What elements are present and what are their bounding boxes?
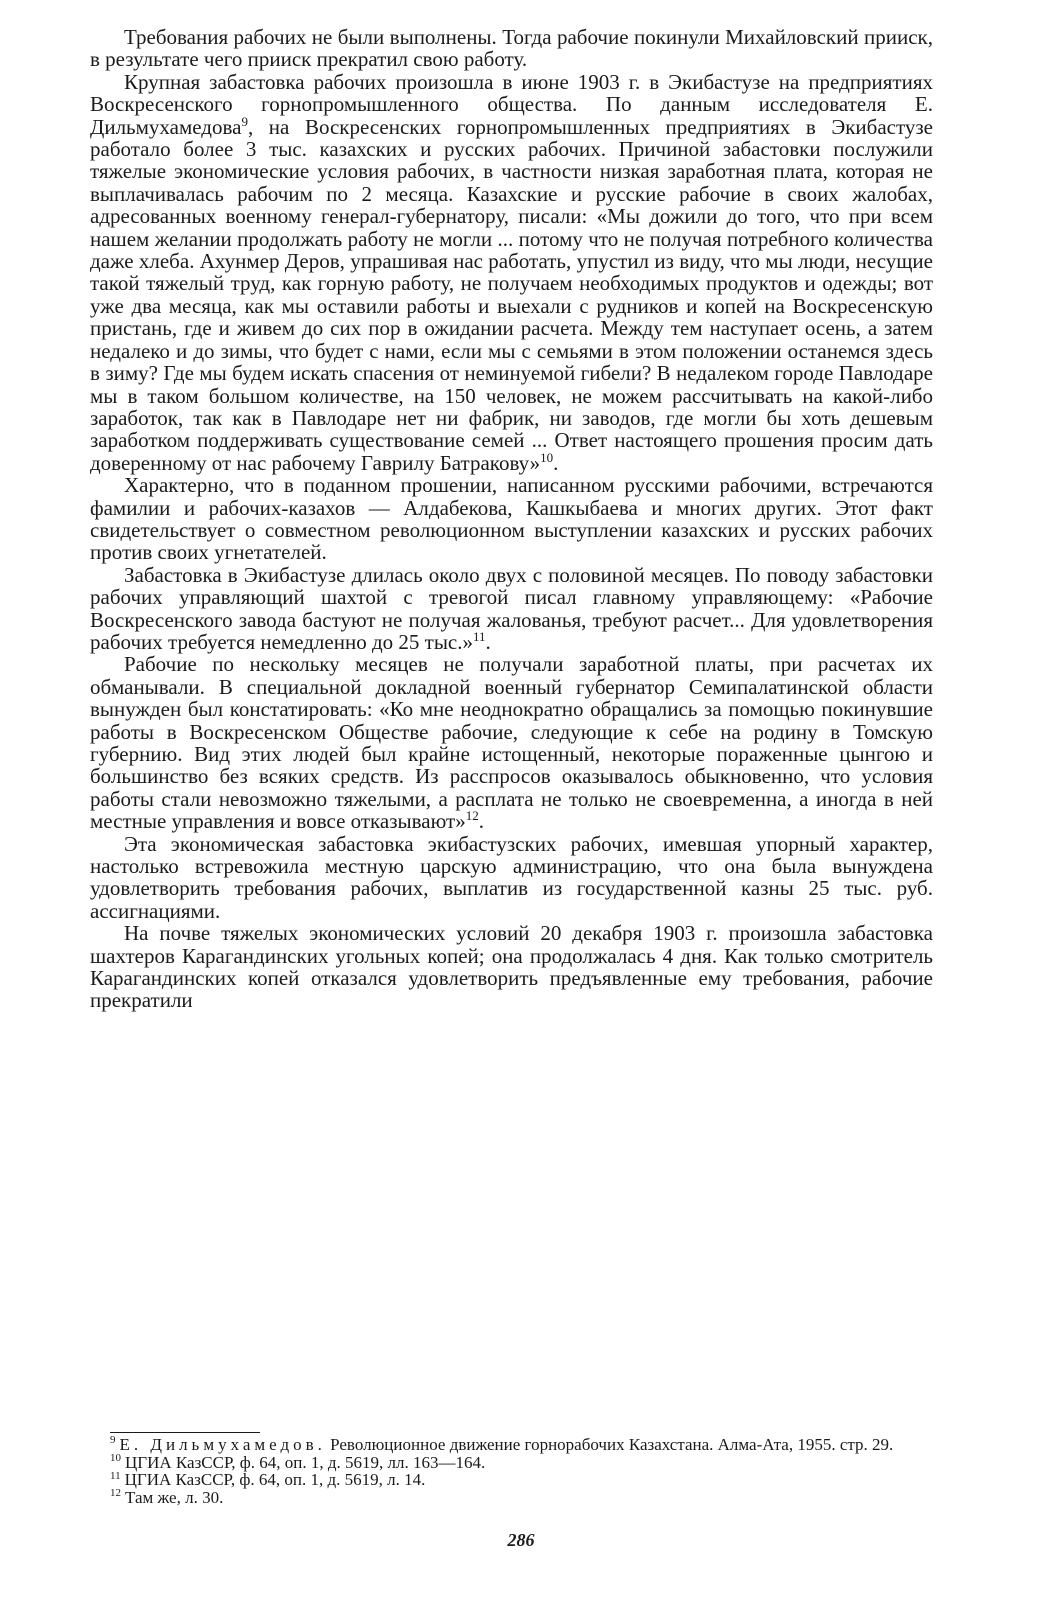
paragraph-text: . bbox=[478, 809, 484, 834]
footnote-text: Там же, л. 30. bbox=[125, 1487, 224, 1507]
paragraph-text: . bbox=[485, 629, 491, 654]
paragraph bbox=[90, 653, 933, 832]
paragraph bbox=[90, 833, 933, 923]
footnote bbox=[110, 1436, 933, 1454]
page-number: 286 bbox=[507, 1530, 535, 1550]
paragraph bbox=[90, 564, 933, 654]
footnote-ref: 11 bbox=[473, 628, 486, 644]
footnote-number: 11 bbox=[110, 1469, 121, 1482]
footnote-divider bbox=[110, 1432, 260, 1433]
footnote-text: Революционное движение горнорабочих Казахстана. Алма-Ата, 1955. стр. 29. bbox=[325, 1435, 894, 1454]
footnote bbox=[110, 1451, 933, 1472]
paragraph-text: Требования рабочих не были выполнены. Тогда рабочие покинули Михайловский прииск, в результате чего прииск прекратил свою работу. bbox=[90, 25, 933, 72]
paragraph-text: Забастовка в Экибастузе длилась около двух с половиной месяцев. По поводу забастовки рабочих управляющий шахтой с тревогой писал главному управляющему: «Рабочие Воскресенского завода бастуют не получая жалованья, требуют расчет... Для удовлетворения рабочих требуется немедленно до 25 тыс.» bbox=[90, 562, 933, 654]
footnote-ref: 12 bbox=[465, 808, 479, 824]
footnote bbox=[110, 1489, 933, 1507]
paragraph-text: На почве тяжелых экономических условий 20 декабря 1903 г. произошла забастовка шахтеров Карагандинских угольных копей; она продолжалась 4 дня. Как только смотритель Карагандинских копей отказался удовлетворить предъявленные ему требования, рабочие прекратили bbox=[90, 921, 933, 1013]
paragraph bbox=[90, 71, 933, 474]
footnote-ref: 10 bbox=[540, 449, 554, 465]
paragraph-text: Эта экономическая забастовка экибастузских рабочих, имевшая упорный характер, настолько встревожила местную царскую администрацию, что она была вынуждена удовлетворить требования рабочих, выплатив из государственной казны 25 тыс. руб. ассигнациями. bbox=[90, 831, 933, 923]
footnote bbox=[110, 1471, 933, 1489]
footnote-text: ЦГИА КазССР, ф. 64, оп. 1, д. 5619, лл. 163—164. bbox=[125, 1452, 486, 1472]
paragraph-text: Характерно, что в поданном прошении, написанном русскими рабочими, встречаются фамилии и рабочих-казахов — Алдабекова, Кашкыбаева и многих других. Этот факт свидетельствует о совместном революционном выступлении казахских и русских рабочих против своих угнетателей. bbox=[90, 473, 933, 565]
paragraph-text: Рабочие по нескольку месяцев не получали заработной платы, при расчетах их обманывали. В специальной докладной военный губернатор Семипалатинской области вынужден был констатировать: «Ко мне неоднократно обращались за помощью покинувшие работы в Воскресенском Обществе рабочие, следующие к себе на родину в Томскую губернию. Вид этих людей был крайне истощенный, некоторые пораженные цынгою и большинство без всяких средств. Из расспросов оказывалось обыкновенно, что условия работы стали невозможно тяжелыми, а расплата не только не своевременна, а иногда в ней местные управления и вовсе отказывают» bbox=[90, 652, 933, 834]
footnote-number: 10 bbox=[110, 1451, 121, 1464]
paragraph bbox=[90, 474, 933, 564]
main-text bbox=[90, 26, 933, 1012]
paragraph bbox=[90, 26, 933, 71]
footnote-text: ЦГИА КазССР, ф. 64, оп. 1, д. 5619, л. 14. bbox=[124, 1470, 426, 1490]
paragraph-text: , на Воскресенских горнопромышленных предприятиях в Экибастузе работало более 3 тыс. казахских и русских рабочих. Причиной забастовки послужили тяжелые экономические условия рабочих, в частности низкая заработная плата, которая не выплачивалась рабочим по 2 месяца. Казахские и русские рабочие в своих жалобах, адресованных военному генерал-губернатору, писали: «Мы дожили до того, что при всем нашем желании продолжать работу не могли ... потому что не получая потребного количества даже хлеба. Ахунмер Деров, упрашивая нас работать, упустил из виду, что мы люди, несущие такой тяжелый труд, как горную работу, не получаем необходимых продуктов и одежды; вот уже два месяца, как мы оставили работы и выехали с рудников и копей на Воскресенскую пристань, где и живем до сих пор в ожидании расчета. Между тем наступает осень, а затем недалеко и до зимы, что будет с нами, если мы с семьями в этом положении останемся здесь в зиму? Где мы будем искать спасения от неминуемой гибели? В недалеком городе Павлодаре мы в таком большом количестве, на 150 человек, не можем рассчитывать на какой-либо заработок, так как в Павлодаре нет ни фабрик, ни заводов, где могли бы хоть дешевым заработком поддерживать существование семей ... Ответ настоящего прошения просим дать доверенному от нас рабочему Гаврилу Батракову» bbox=[90, 114, 933, 475]
footnote-ref: 9 bbox=[241, 113, 248, 129]
footnote-author: Е. Дильмухамедов. bbox=[119, 1435, 326, 1454]
footnote-number: 9 bbox=[110, 1434, 116, 1447]
footnotes bbox=[110, 1436, 933, 1506]
paragraph-text: Крупная забастовка рабочих произошла в июне 1903 г. в Экибастузе на предприятиях Воскресенского горнопромышленного общества. По данным исследователя Е. Дильмухамедова bbox=[90, 69, 933, 139]
footnote-number: 12 bbox=[110, 1487, 121, 1500]
paragraph-text: . bbox=[553, 450, 559, 475]
paragraph bbox=[90, 922, 933, 1012]
